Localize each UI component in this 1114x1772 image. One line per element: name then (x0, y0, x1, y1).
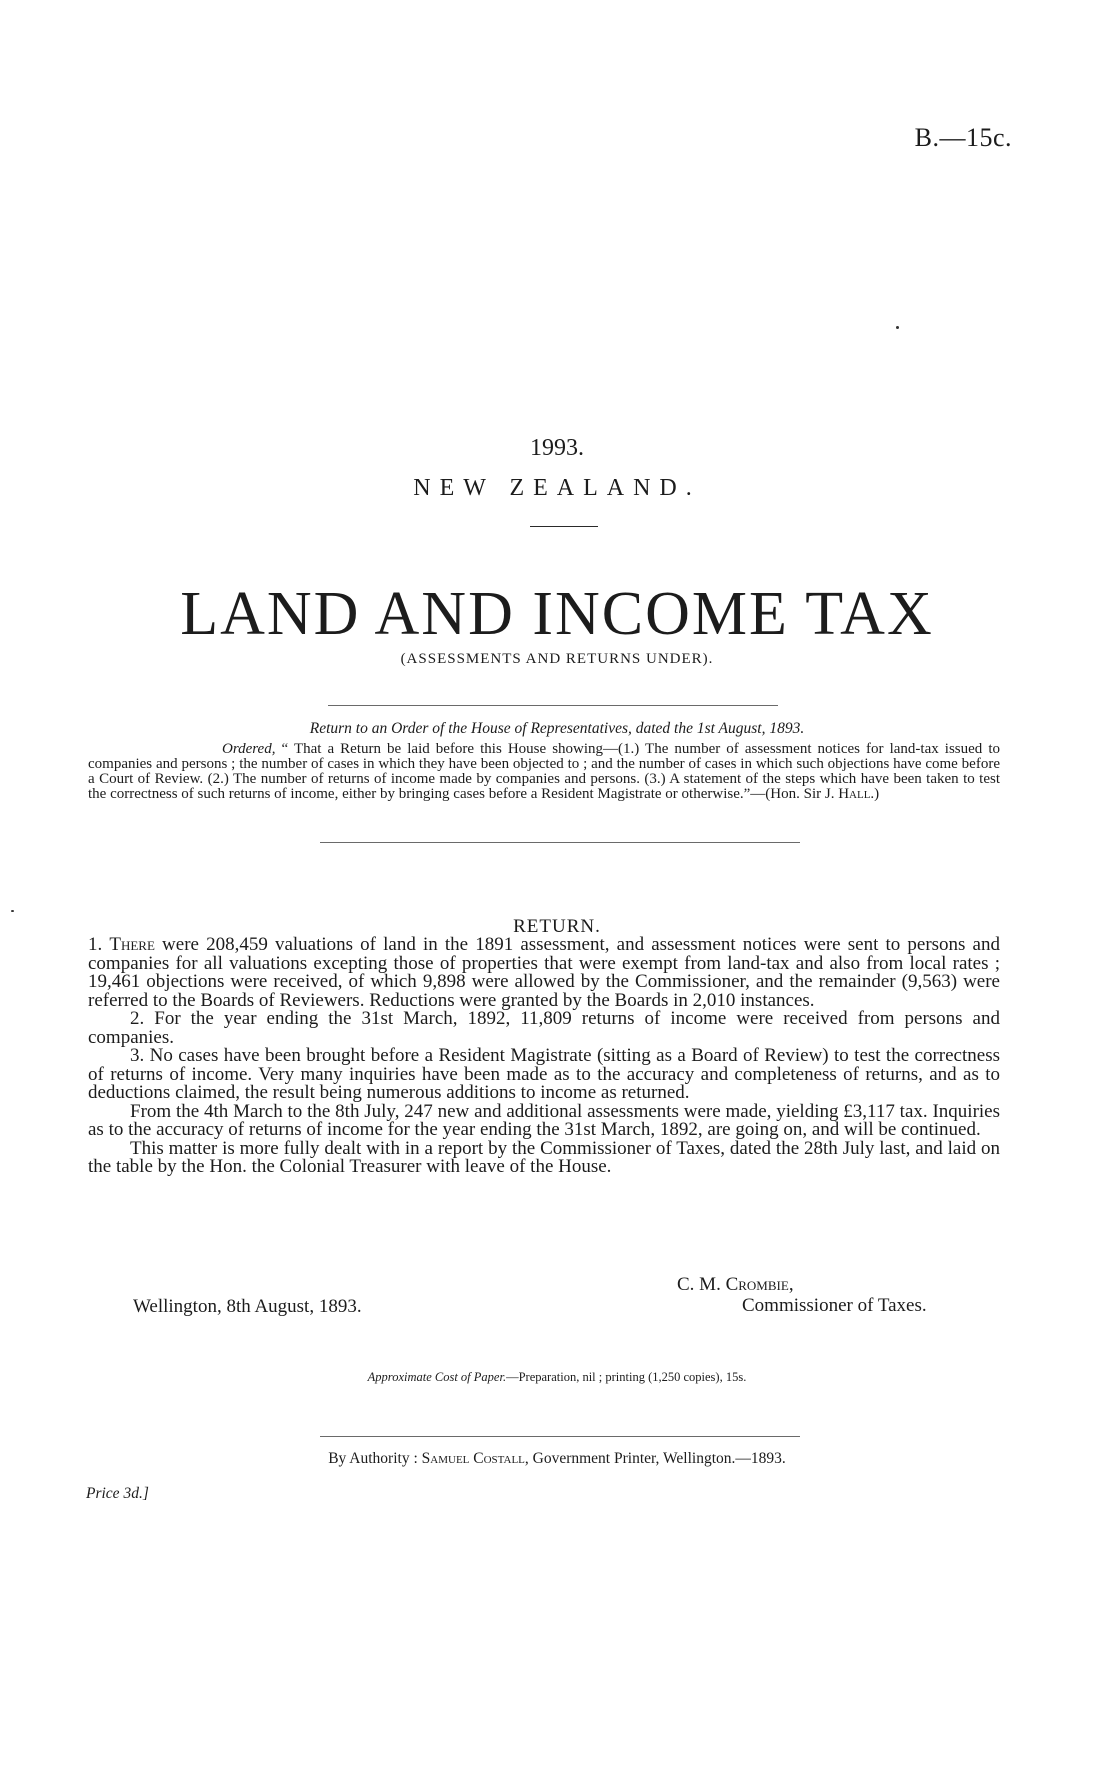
paragraph-lead-word: There (109, 934, 155, 955)
order-bottom-rule (320, 842, 800, 843)
print-speck (896, 326, 899, 329)
order-close: .) (870, 786, 880, 802)
country-heading: NEW ZEALAND. (413, 475, 701, 501)
return-paragraph-4: From the 4th March to the 8th July, 247 new and additional assessments were made, yielding £3,117 tax. Inquiries as to the accuracy of returns of income for the year ending the 31st March, 1892, are going on, and will be continued. (88, 1100, 1000, 1140)
signatory-title: Commissioner of Taxes. (742, 1295, 927, 1316)
return-paragraph-2: 2. For the year ending the 31st March, 1892, 11,809 returns of income were received from persons and companies. (88, 1008, 1000, 1048)
publication-year: 1993. (530, 435, 584, 461)
footer-rule (320, 1436, 800, 1437)
printer-imprint (0, 1450, 1114, 1468)
print-speck (11, 910, 14, 912)
cost-text: —Preparation, nil ; printing (1,250 copies), 15s. (506, 1370, 747, 1384)
order-mover: Hall (838, 786, 871, 802)
document-title: LAND AND INCOME TAX (180, 580, 934, 648)
paragraph-number: 1. (88, 934, 110, 955)
return-heading: RETURN. (513, 916, 601, 937)
printer-rest: , Government Printer, Wellington.—1893. (524, 1450, 786, 1467)
document-subtitle: (ASSESSMENTS AND RETURNS UNDER). (400, 651, 714, 667)
return-paragraph-1 (88, 936, 1000, 1010)
signatory-name (677, 1274, 794, 1296)
title-divider (530, 526, 598, 527)
order-lead: Ordered, (222, 741, 276, 757)
order-top-rule (328, 705, 778, 706)
place-date: Wellington, 8th August, 1893. (133, 1296, 362, 1317)
order-paragraph (88, 742, 1000, 802)
cost-of-paper (0, 1370, 1114, 1385)
return-paragraph-5: This matter is more fully dealt with in a report by the Commissioner of Taxes, dated the 28th July last, and laid on the table by the Hon. the Colonial Treasurer with leave of the House. (88, 1137, 1000, 1177)
document-reference: B.—15c. (914, 123, 1012, 152)
cost-lead: Approximate Cost of Paper. (367, 1370, 507, 1384)
printer-lead: By Authority : (328, 1450, 422, 1467)
return-body (88, 936, 1000, 1177)
return-paragraph-3: 3. No cases have been brought before a Resident Magistrate (sitting as a Board of Review) to test the correctness of returns of income. Very many inquiries have been made as to the accuracy and completeness of returns, and as to deductions claimed, the result being numerous additions to income as returned. (88, 1045, 1000, 1103)
paragraph-text: were 208,459 valuations of land in the 1891 assessment, and assessment notices were sent to persons and companies for all valuations excepting those of properties that were exempt from land-tax and also from local rates ; 19,461 objections were received, of which 9,898 were allowed by the Commissioner, and the remainder (9,563) were referred to the Boards of Reviewers. Reductions were granted by the Boards in 2,010 instances. (88, 934, 1000, 1011)
signatory-comma: , (788, 1274, 794, 1295)
price-note: Price 3d.] (86, 1485, 149, 1502)
order-heading: Return to an Order of the House of Representatives, dated the 1st August, 1893. (309, 720, 805, 737)
printer-name: Samuel Costall (421, 1450, 525, 1467)
order-text: “ That a Return be laid before this House showing—(1.) The number of assessment notices for land-tax issued to companies and persons ; the number of cases in which they have been objected to ; and the number of cases in which such objections have come before a Court of Review. (2.) The number of returns of income made by companies and persons. (3.) A statement of the steps which have been taken to test the correctness of such returns of income, either by bringing cases before a Resident Magistrate or otherwise.”—(Hon. Sir J. (88, 741, 1000, 802)
signatory-initials: C. M. (677, 1274, 726, 1295)
signatory-surname: Crombie (725, 1274, 789, 1295)
